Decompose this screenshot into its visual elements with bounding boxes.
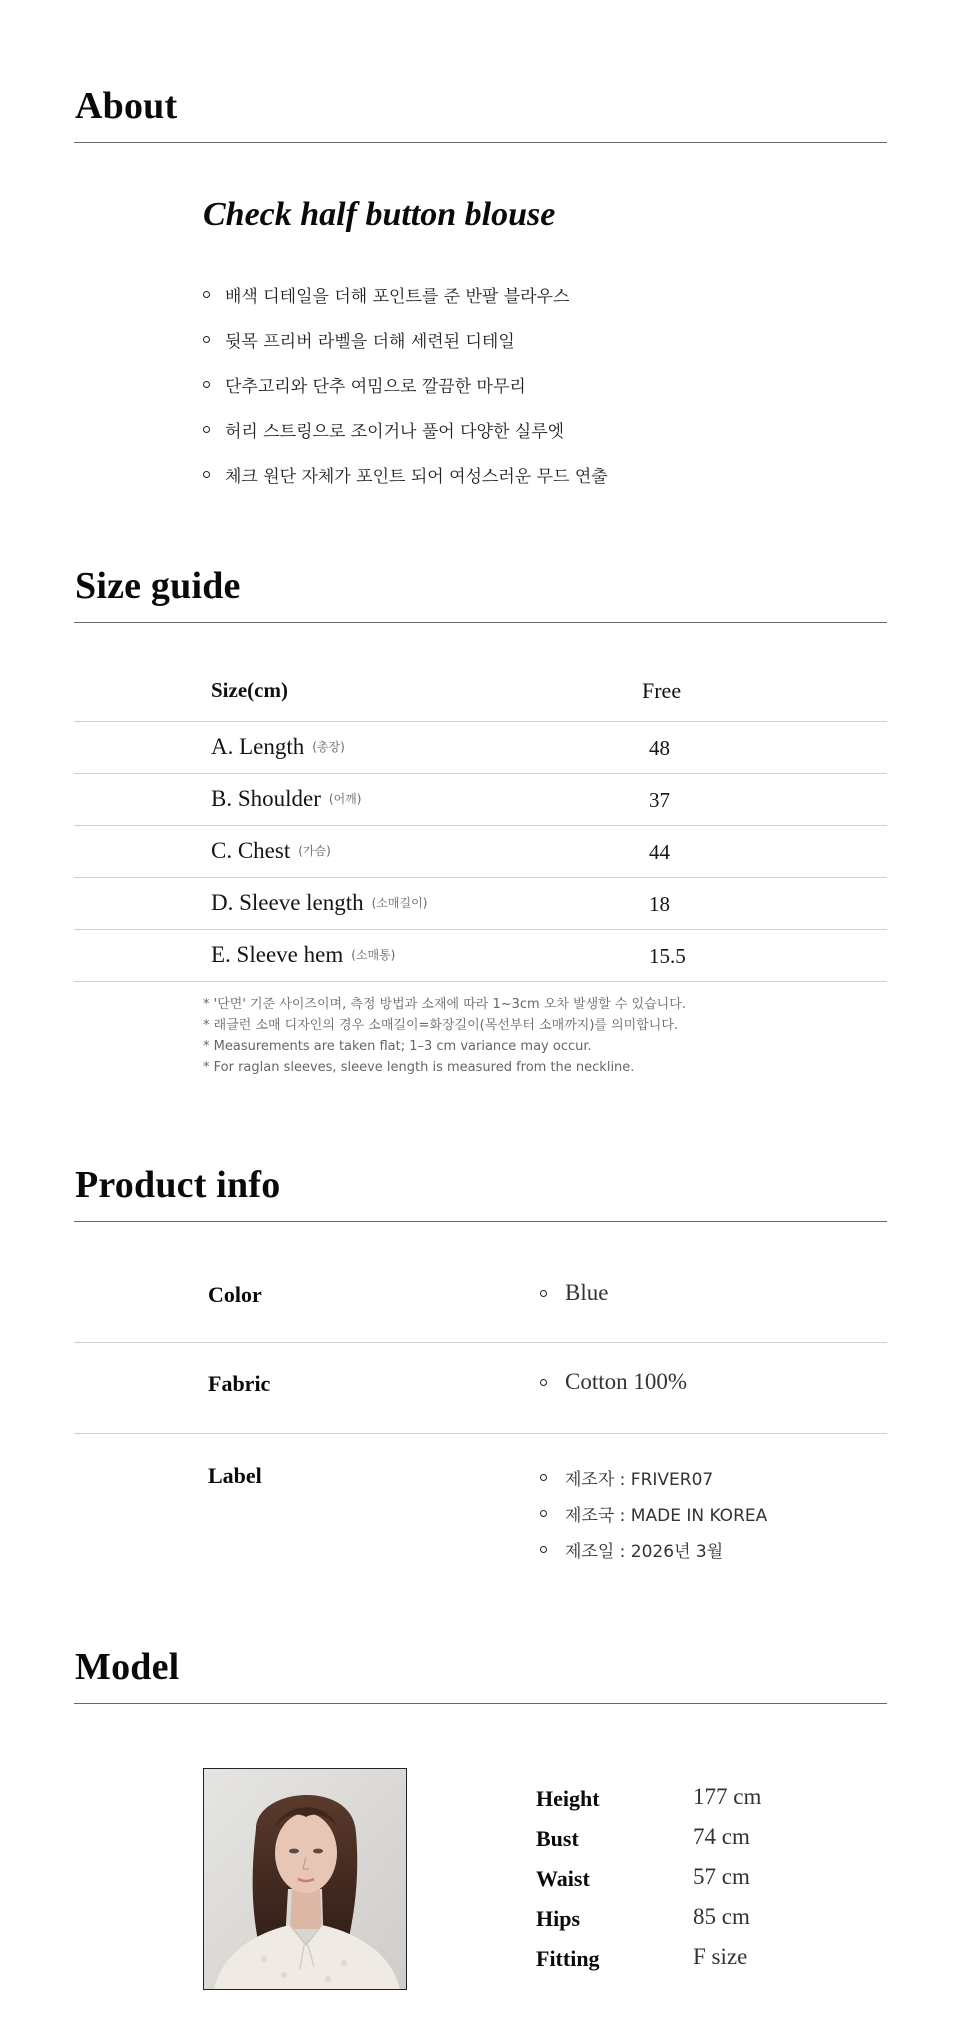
bullet-icon <box>540 1290 547 1297</box>
size-guide-heading: Size guide <box>75 565 241 607</box>
model-stat-value: 85 cm <box>693 1904 750 1929</box>
feature-text: 뒷목 프리버 라벨을 더해 세련된 디테일 <box>225 332 515 352</box>
size-note: * '단면' 기준 사이즈이며, 측정 방법과 소재에 따라 1~3cm 오차 발생할 수 있습니다. <box>203 997 686 1012</box>
model-divider <box>74 1703 887 1704</box>
size-note: * 래글런 소매 디자인의 경우 소매길이=화장길이(목선부터 소매까지)를 의미합니다. <box>203 1018 679 1033</box>
feature-text: 배색 디테일을 더해 포인트를 준 반팔 블라우스 <box>225 287 570 307</box>
row-value: 48 <box>649 736 670 760</box>
model-stat-label: Waist <box>536 1866 590 1891</box>
bullet-icon <box>203 291 210 298</box>
model-stat-value: 57 cm <box>693 1864 750 1889</box>
model-stat-value: 74 cm <box>693 1824 750 1849</box>
info-divider <box>74 1433 887 1434</box>
row-label: A. Length $^{(총장)}$ <box>211 734 345 759</box>
color-label: Color <box>208 1282 262 1307</box>
row-value: 18 <box>649 892 670 916</box>
fabric-value: Cotton 100% <box>540 1369 687 1395</box>
feature-text: 단추고리와 단추 여밈으로 깔끔한 마무리 <box>225 377 526 397</box>
label-value: 제조자 : FRIVER07 <box>540 1465 713 1490</box>
row-value: 44 <box>649 840 670 864</box>
model-stat-label: Hips <box>536 1906 581 1931</box>
bullet-icon <box>203 471 210 478</box>
row-label: B. Shoulder $^{(어깨)}$ <box>211 786 362 811</box>
row-label: E. Sleeve hem $^{(소매통)}$ <box>211 942 396 967</box>
table-row <box>74 878 887 930</box>
product-name: Check half button blouse <box>203 196 556 233</box>
about-heading: About <box>75 85 178 127</box>
bullet-icon <box>540 1474 547 1481</box>
bullet-icon <box>540 1510 547 1517</box>
model-photo <box>203 1768 407 1990</box>
feature-item <box>203 407 608 452</box>
row-label: C. Chest $^{(가슴)}$ <box>211 838 331 863</box>
size-table-divider <box>74 981 887 982</box>
color-value: Blue <box>540 1280 608 1306</box>
row-value: 15.5 <box>649 944 686 968</box>
bullet-icon <box>540 1546 547 1553</box>
product-info-heading: Product info <box>75 1164 281 1206</box>
product-info-divider <box>74 1221 887 1222</box>
row-value: 37 <box>649 788 670 812</box>
feature-list <box>203 272 608 497</box>
model-stat-value: 177 cm <box>693 1784 762 1809</box>
feature-item <box>203 272 608 317</box>
size-guide-divider <box>74 622 887 623</box>
info-divider <box>74 1342 887 1343</box>
label-value: 제조국 : MADE IN KOREA <box>540 1501 767 1526</box>
feature-text: 체크 원단 자체가 포인트 되어 여성스러운 무드 연출 <box>225 467 608 487</box>
fabric-label: Fabric <box>208 1371 271 1396</box>
about-divider <box>74 142 887 143</box>
bullet-icon <box>540 1379 547 1386</box>
table-row <box>74 774 887 826</box>
size-notes <box>203 994 686 1078</box>
size-note: * Measurements are taken flat; 1–3 cm variance may occur. <box>203 1039 592 1054</box>
model-stat-value: F size <box>693 1944 748 1969</box>
bullet-icon <box>203 426 210 433</box>
size-header-free: Free <box>642 678 682 703</box>
table-row <box>74 826 887 878</box>
feature-item <box>203 317 608 362</box>
size-header-label: Size(cm) <box>211 678 288 702</box>
feature-text: 허리 스트링으로 조이거나 풀어 다양한 실루엣 <box>225 422 565 442</box>
label-label: Label <box>208 1463 262 1488</box>
model-stat-label: Height <box>536 1786 600 1811</box>
model-heading: Model <box>75 1646 180 1688</box>
bullet-icon <box>203 336 210 343</box>
feature-item <box>203 362 608 407</box>
model-stat-label: Bust <box>536 1826 579 1851</box>
size-note: * For raglan sleeves, sleeve length is measured from the neckline. <box>203 1060 635 1075</box>
table-row <box>74 722 887 774</box>
feature-item <box>203 452 608 497</box>
label-value: 제조일 : 2026년 3월 <box>540 1537 723 1562</box>
row-label: D. Sleeve length $^{(소매길이)}$ <box>211 890 428 915</box>
bullet-icon <box>203 381 210 388</box>
model-stat-label: Fitting <box>536 1946 600 1971</box>
table-row <box>74 930 887 982</box>
